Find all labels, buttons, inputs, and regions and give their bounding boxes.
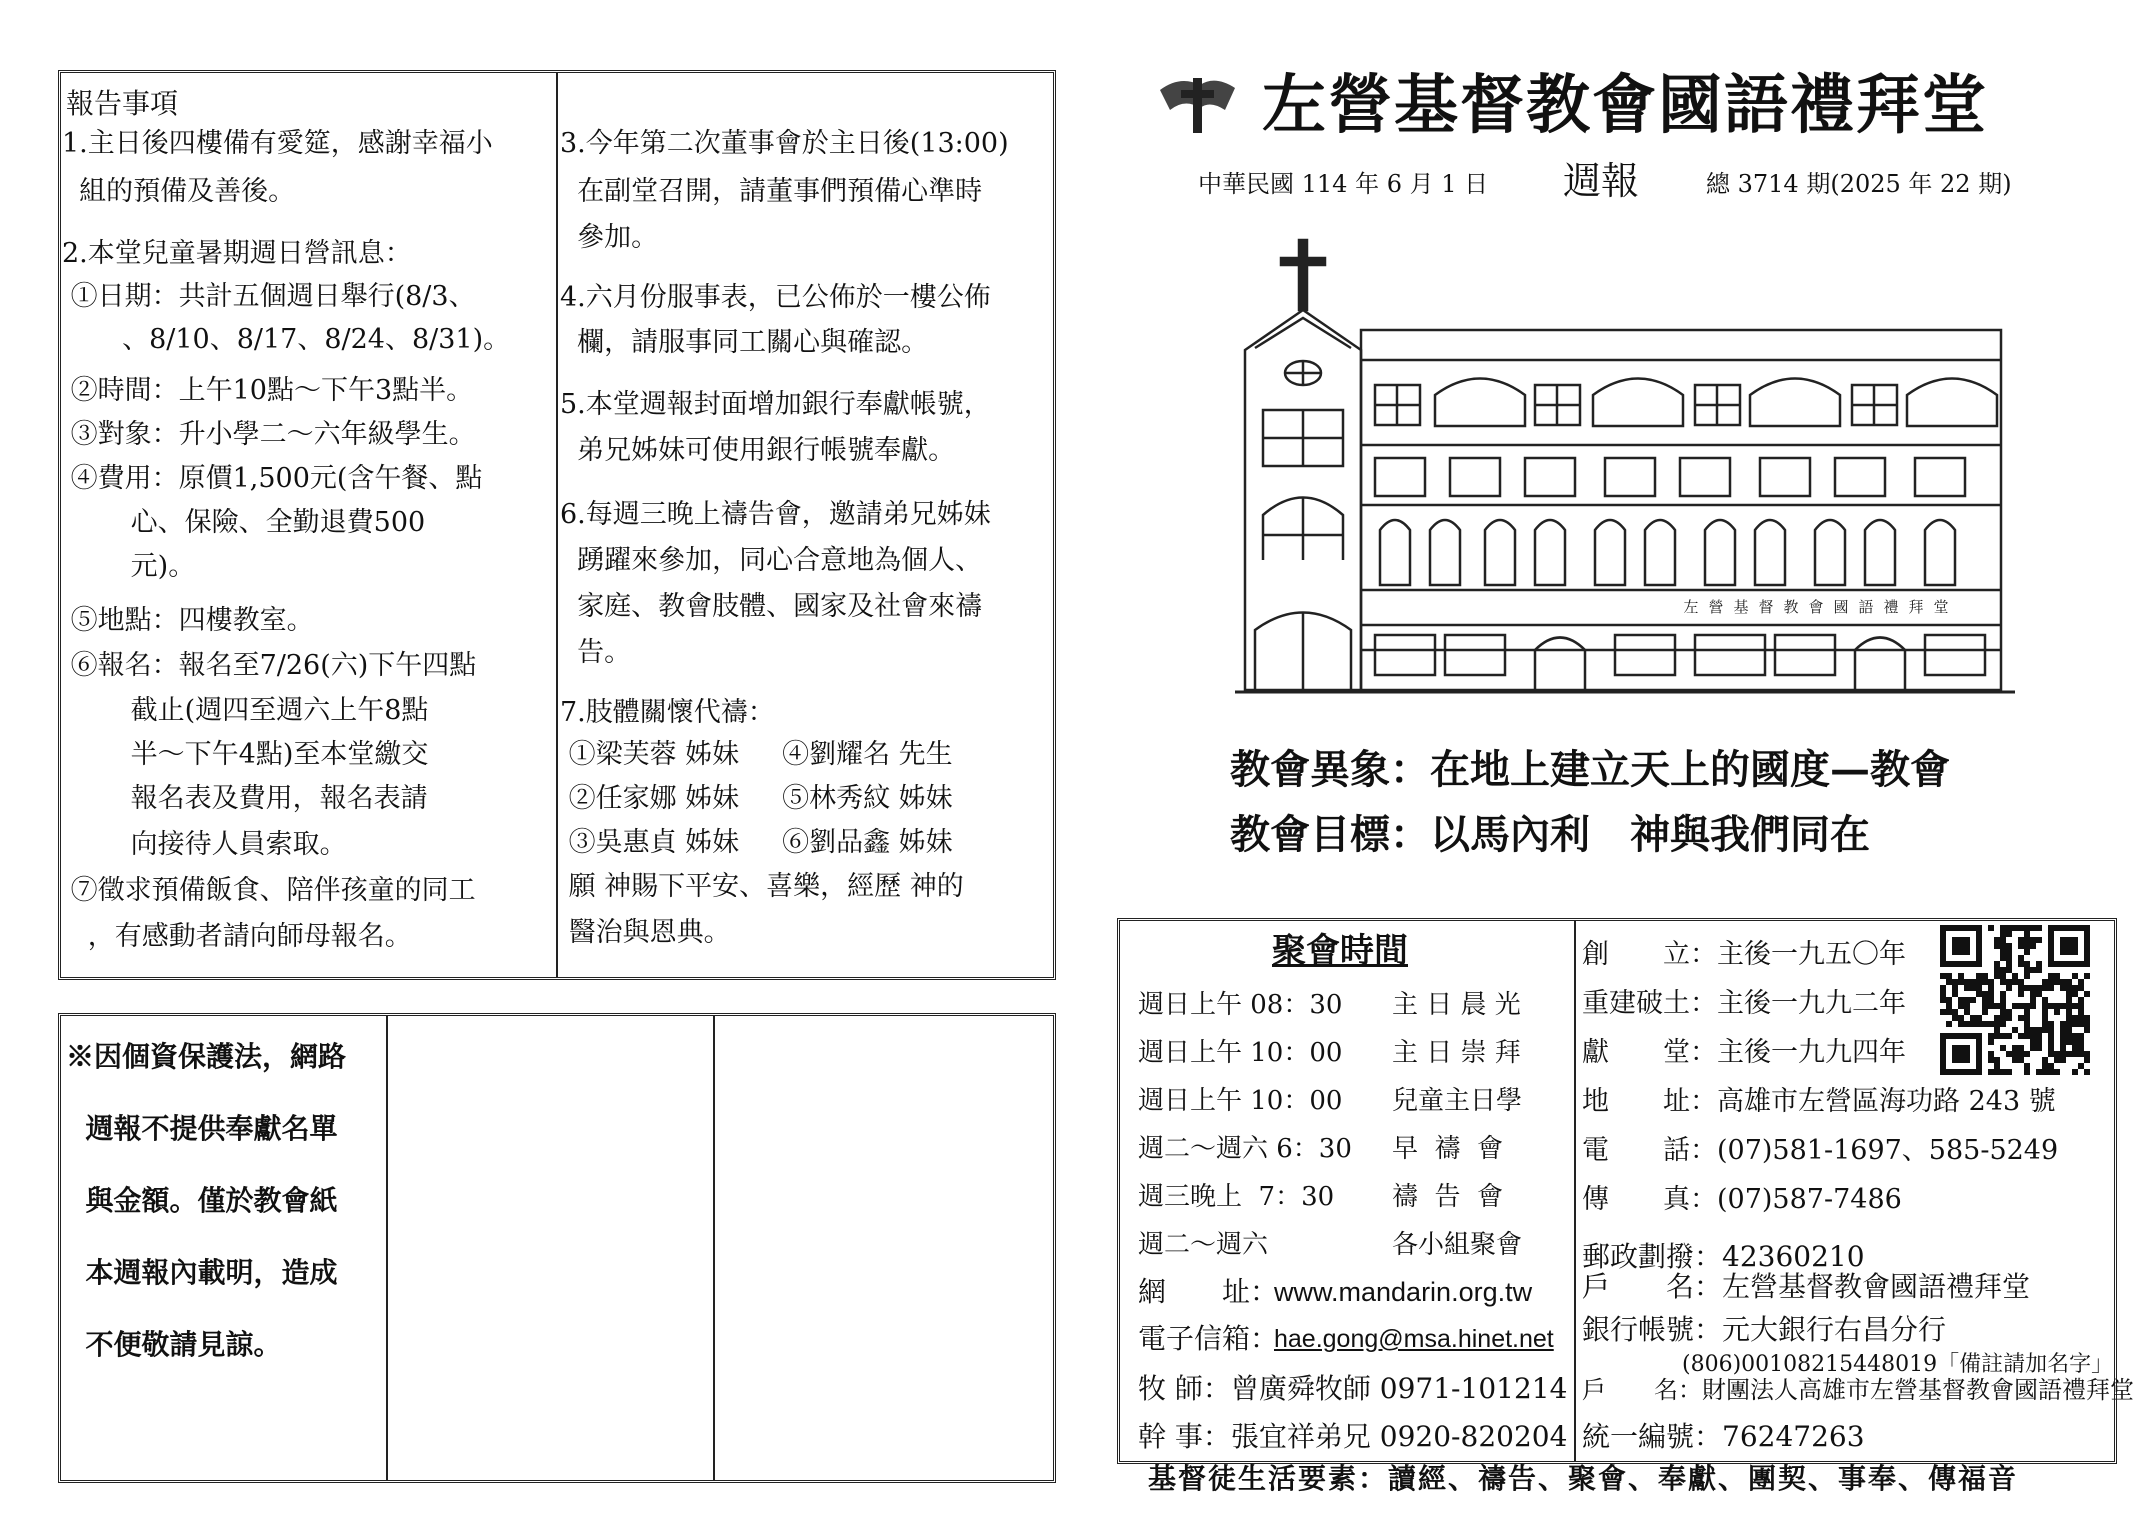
church-name: 左營基督教會國語禮拜堂 [1262,68,1988,143]
meeting-time: 週日上午 10：00 [1138,1038,1343,1068]
announcement-line: 家庭、教會肢體、國家及社會來禱 [560,591,983,622]
announcement-line: 弟兄姊妹可使用銀行帳號奉獻。 [560,435,956,466]
announcement-line: ⑥報名：報名至7/26(六)下午四點 [62,650,477,681]
meeting-name: 各小組聚會 [1392,1230,1523,1260]
email-label: 電子信箱： [1138,1322,1279,1355]
announcements-heading: 報告事項 [66,87,179,120]
announcement-line: 1.主日後四樓備有愛筵，感謝幸福小 [62,128,493,159]
info-divider [1574,921,1576,1461]
tax-id: 統一編號：76247263 [1582,1420,1865,1453]
church-info-line: 電 話：(07)581-1697、585-5249 [1582,1135,2059,1166]
meeting-time: 週二～週六 6：30 [1138,1134,1352,1164]
privacy-notice-line: ※因個資保護法，網路 [66,1040,347,1073]
bank-account-label: 銀行帳號：元大銀行右昌分行 [1582,1313,1947,1346]
meeting-name: 兒童主日學 [1392,1086,1523,1116]
qr-code[interactable] [1940,925,2090,1075]
announcement-line: 6.每週三晚上禱告會，邀請弟兄姊妹 [560,499,991,530]
offering-box [58,1013,1056,1483]
church-goal: 教會目標：以馬內利 神與我們同在 [1230,811,1870,858]
announcement-line: ，有感動者請向師母報名。 [62,921,412,952]
footer-christian-life: 基督徒生活要素：讀經、禱告、聚會、奉獻、團契、事奉、傳福音 [1148,1462,2019,1495]
meeting-time: 週三晚上 7：30 [1138,1182,1335,1212]
announcement-line: 醫治與恩典。 [560,917,731,948]
building-sign: 左營基督教會國語禮拜堂 [1683,598,1959,616]
announcement-line: ④費用：原價1,500元(含午餐、點 [62,463,483,494]
announcement-line: ③吳惠貞 姊妹 ⑥劉品鑫 姊妹 [560,827,953,858]
announcement-line: 元)。 [62,551,196,582]
announcement-line: 截止(週四至週六上午8點 [62,695,429,726]
meeting-name: 主 日 崇 拜 [1392,1038,1521,1068]
announcement-line: 在副堂召開，請董事們預備心準時 [560,176,983,207]
bulletin-label: 週報 [1563,159,1640,203]
meeting-time: 週日上午 08：30 [1138,990,1343,1020]
announcement-line: 、8/10、8/17、8/24、8/31)。 [62,324,511,355]
announcement-line: ⑦徵求預備飯食、陪伴孩童的同工 [62,875,476,906]
announcement-line: 半～下午4點)至本堂繳交 [62,739,429,770]
announcement-line: 願 神賜下平安、喜樂，經歷 神的 [560,871,964,902]
staff-contact: 幹 事：張宜祥弟兄 0920-820204 [1138,1420,1568,1453]
website-label: 網 址： [1138,1275,1279,1308]
announcement-line: ⑤地點：四樓教室。 [62,605,314,636]
announcement-line: 踴躍來參加，同心合意地為個人、 [560,545,983,576]
announcement-line: 心、保險、全勤退費500 [62,507,426,538]
announcement-line: ③對象：升小學二～六年級學生。 [62,419,476,450]
issue-date: 中華民國 114 年 6 月 1 日 [1198,170,1489,198]
privacy-notice-line: 本週報內載明，造成 [66,1256,338,1289]
church-info-line: 獻 堂：主後一九九四年 [1582,1037,1906,1068]
church-info-line: 重建破土：主後一九九二年 [1582,988,1906,1019]
announcement-line: 5.本堂週報封面增加銀行奉獻帳號， [560,389,991,420]
postal-name: 戶 名：左營基督教會國語禮拜堂 [1582,1270,2031,1303]
privacy-notice-line: 與金額。僅於教會紙 [66,1184,338,1217]
meeting-name: 早 禱 會 [1392,1134,1504,1164]
bank-account-name: 戶 名：財團法人高雄市左營基督教會國語禮拜堂 [1582,1376,2134,1404]
meeting-time: 週日上午 10：00 [1138,1086,1343,1116]
email-link[interactable]: hae.gong@msa.hinet.net [1274,1325,1554,1353]
postal-account: 郵政劃撥：42360210 [1582,1240,1865,1273]
announcement-line: 3.今年第二次董事會於主日後(13:00) [560,128,1009,159]
church-info-line: 創 立：主後一九五〇年 [1582,939,1906,970]
announcement-line: 告。 [560,637,632,668]
announcement-line: 向接待人員索取。 [62,829,347,860]
announcement-line: 欄，請服事同工關心與確認。 [560,327,929,358]
meeting-time: 週二～週六 [1138,1230,1269,1260]
church-logo [1155,70,1245,140]
church-info-line: 地 址：高雄市左營區海功路 243 號 [1582,1086,2056,1117]
announcement-line: 報名表及費用，報名表請 [62,783,428,814]
issue-number: 總 3714 期(2025 年 22 期) [1706,170,2012,198]
offering-divider-1 [386,1016,388,1480]
announcement-line: 4.六月份服事表，已公佈於一樓公佈 [560,282,991,313]
announcement-line: ①梁芙蓉 姊妹 ④劉耀名 先生 [560,739,953,770]
announcement-line: ①日期：共計五個週日舉行(8/3、 [62,281,476,312]
announcement-line: 2.本堂兒童暑期週日營訊息： [62,238,412,269]
meeting-name: 主 日 晨 光 [1392,990,1521,1020]
offering-divider-2 [713,1016,715,1480]
church-vision: 教會異象：在地上建立天上的國度—教會 [1230,746,1950,793]
website-link[interactable]: www.mandarin.org.tw [1274,1277,1533,1307]
announcement-line: 組的預備及善後。 [62,176,296,207]
meeting-name: 禱 告 會 [1392,1182,1504,1212]
privacy-notice-line: 不便敬請見諒。 [66,1328,282,1361]
meetings-title: 聚會時間 [1272,931,1408,971]
announcement-line: 參加。 [560,222,659,253]
pastor-contact: 牧 師：曾廣舜牧師 0971-101214 [1138,1372,1568,1405]
church-building-illustration [1235,230,2015,700]
bank-account-number: (806)00108215448019「備註請加名字」 [1682,1352,2114,1377]
privacy-notice-line: 週報不提供奉獻名單 [66,1112,338,1145]
announcement-line: ②時間：上午10點～下午3點半。 [62,375,474,406]
announcement-line: ②任家娜 姊妹 ⑤林秀紋 姊妹 [560,783,953,814]
church-info-line: 傳 真：(07)587-7486 [1582,1184,1902,1215]
announcement-line: 7.肢體關懷代禱： [560,697,775,728]
announcements-divider [556,73,558,977]
